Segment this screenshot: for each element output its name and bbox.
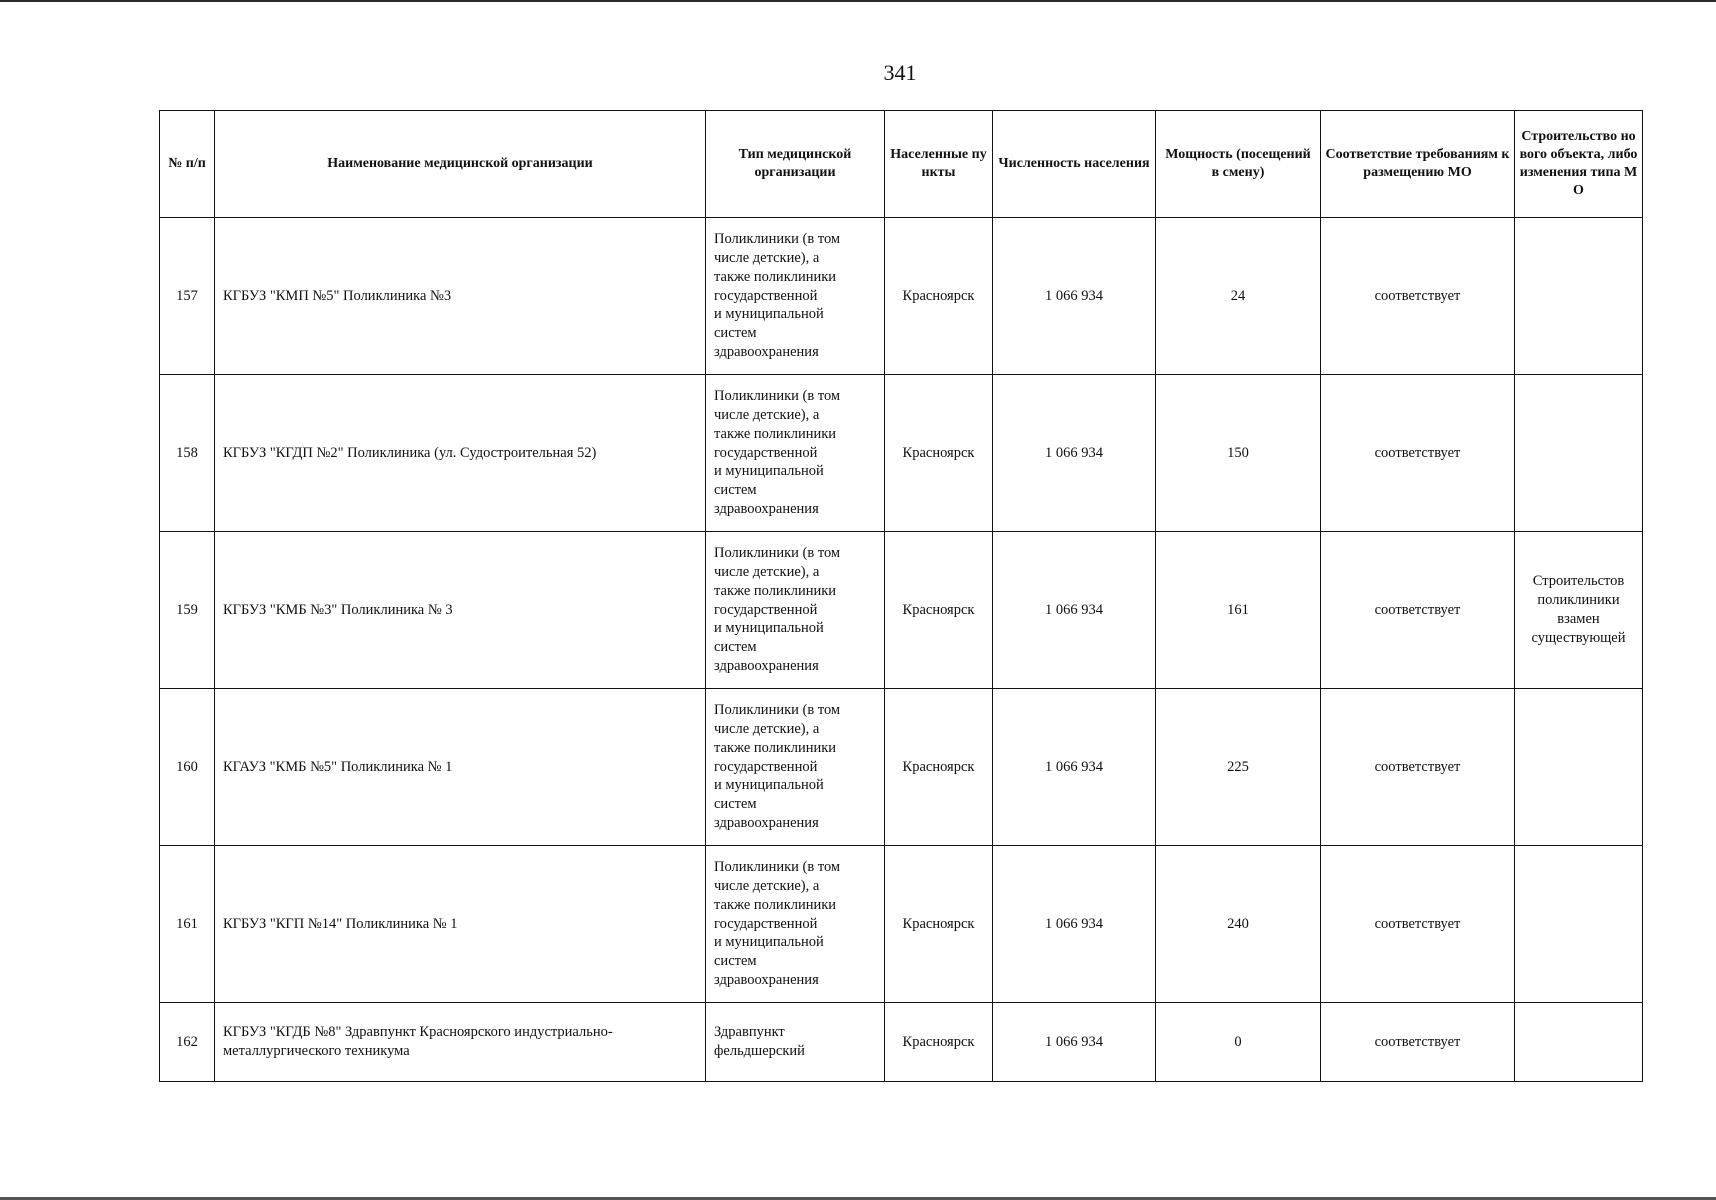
facilities-table <box>159 110 1643 1082</box>
capacity: 240 <box>1156 846 1321 1003</box>
construction <box>1515 1003 1643 1082</box>
population: 1 066 934 <box>993 532 1156 689</box>
population: 1 066 934 <box>993 375 1156 532</box>
table-row <box>160 218 1643 375</box>
row-number: 161 <box>160 846 215 1003</box>
settlement: Красноярск <box>885 689 993 846</box>
construction <box>1515 689 1643 846</box>
header-population: Численность населения <box>993 111 1156 218</box>
org-type: Здравпункт фельдшерский <box>706 1003 885 1082</box>
compliance: соответствует <box>1321 532 1515 689</box>
population: 1 066 934 <box>993 218 1156 375</box>
population: 1 066 934 <box>993 689 1156 846</box>
capacity: 150 <box>1156 375 1321 532</box>
capacity: 161 <box>1156 532 1321 689</box>
table-row <box>160 1003 1643 1082</box>
construction <box>1515 846 1643 1003</box>
compliance: соответствует <box>1321 689 1515 846</box>
header-number: № п/п <box>160 111 215 218</box>
header-construction: Строительство нового объекта, либо изменения типа МО <box>1515 111 1643 218</box>
header-settlements: Населенные пункты <box>885 111 993 218</box>
table-header-row <box>160 111 1643 218</box>
header-compliance: Соответствие требованиям к размещению МО <box>1321 111 1515 218</box>
row-number: 158 <box>160 375 215 532</box>
org-type: Поликлиники (в том числе детские), а также поликлиники государственной и муниципальной систем здравоохранения <box>706 375 885 532</box>
org-name: КГБУЗ "КМП №5" Поликлиника №3 <box>215 218 706 375</box>
construction <box>1515 218 1643 375</box>
capacity: 24 <box>1156 218 1321 375</box>
org-name: КГБУЗ "КМБ №3" Поликлиника № 3 <box>215 532 706 689</box>
construction <box>1515 375 1643 532</box>
table-row <box>160 375 1643 532</box>
org-type: Поликлиники (в том числе детские), а также поликлиники государственной и муниципальной систем здравоохранения <box>706 218 885 375</box>
row-number: 160 <box>160 689 215 846</box>
construction: Строительстов поликлиники взамен существующей <box>1515 532 1643 689</box>
settlement: Красноярск <box>885 1003 993 1082</box>
page-number: 341 <box>883 60 917 85</box>
population: 1 066 934 <box>993 846 1156 1003</box>
org-type: Поликлиники (в том числе детские), а также поликлиники государственной и муниципальной систем здравоохранения <box>706 846 885 1003</box>
row-number: 157 <box>160 218 215 375</box>
org-name: КГБУЗ "КГДБ №8" Здравпункт Красноярского индустриально-металлургического техникума <box>215 1003 706 1082</box>
org-name: КГАУЗ "КМБ №5" Поликлиника № 1 <box>215 689 706 846</box>
compliance: соответствует <box>1321 218 1515 375</box>
org-name: КГБУЗ "КГДП №2" Поликлиника (ул. Судостроительная 52) <box>215 375 706 532</box>
table-row <box>160 689 1643 846</box>
capacity: 0 <box>1156 1003 1321 1082</box>
scan-edge-top <box>0 0 1716 2</box>
table-row <box>160 846 1643 1003</box>
settlement: Красноярск <box>885 532 993 689</box>
settlement: Красноярск <box>885 218 993 375</box>
org-type: Поликлиники (в том числе детские), а также поликлиники государственной и муниципальной систем здравоохранения <box>706 689 885 846</box>
population: 1 066 934 <box>993 1003 1156 1082</box>
header-capacity: Мощность (посещений в смену) <box>1156 111 1321 218</box>
header-org-name: Наименование медицинской организации <box>215 111 706 218</box>
compliance: соответствует <box>1321 846 1515 1003</box>
compliance: соответствует <box>1321 1003 1515 1082</box>
header-org-type: Тип медицинской организации <box>706 111 885 218</box>
row-number: 162 <box>160 1003 215 1082</box>
org-name: КГБУЗ "КГП №14" Поликлиника № 1 <box>215 846 706 1003</box>
org-type: Поликлиники (в том числе детские), а также поликлиники государственной и муниципальной систем здравоохранения <box>706 532 885 689</box>
table-row <box>160 532 1643 689</box>
settlement: Красноярск <box>885 375 993 532</box>
compliance: соответствует <box>1321 375 1515 532</box>
capacity: 225 <box>1156 689 1321 846</box>
row-number: 159 <box>160 532 215 689</box>
settlement: Красноярск <box>885 846 993 1003</box>
